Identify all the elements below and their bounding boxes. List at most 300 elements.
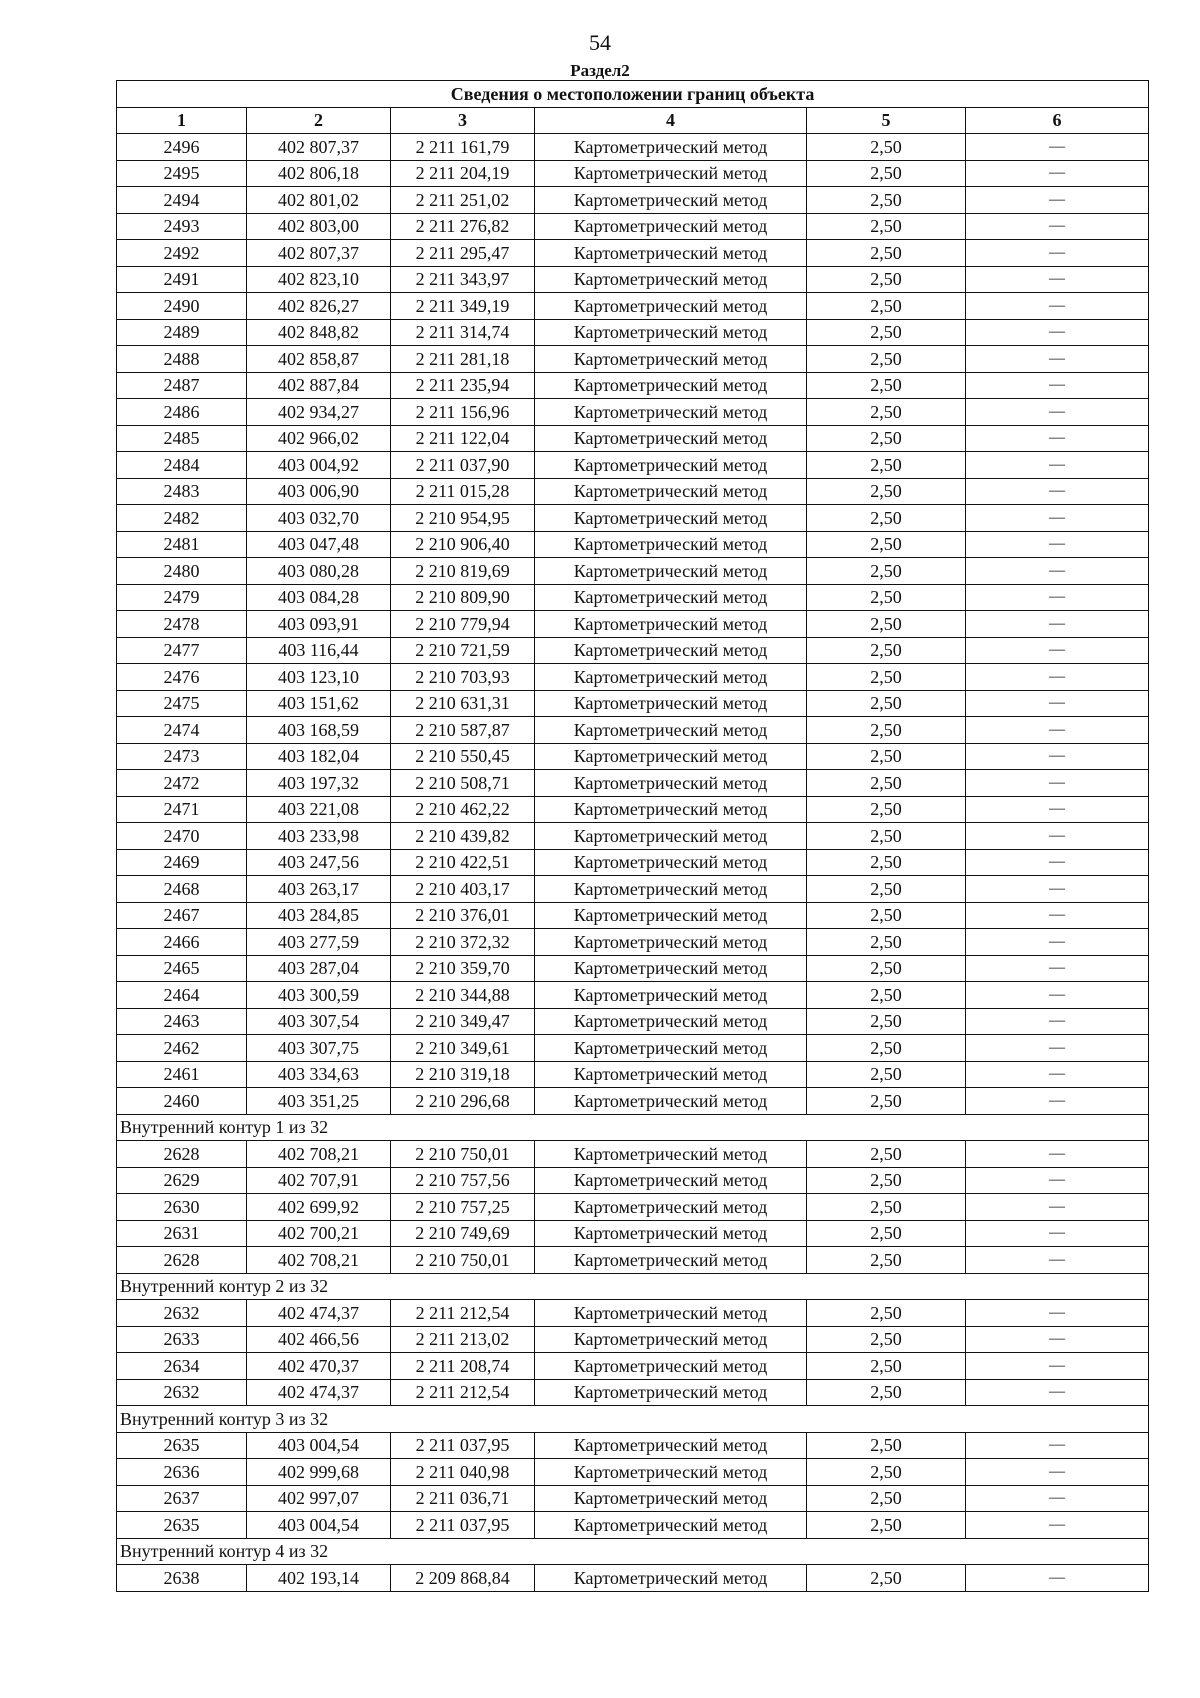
method-cell: Картометрический метод	[535, 319, 807, 346]
x-coordinate-cell: 402 966,02	[247, 425, 391, 452]
method-cell: Картометрический метод	[535, 929, 807, 956]
x-coordinate-cell: 403 233,98	[247, 823, 391, 850]
accuracy-cell: 2,50	[807, 690, 966, 717]
accuracy-cell: 2,50	[807, 1061, 966, 1088]
table-row	[117, 531, 1149, 558]
table-row	[117, 1432, 1149, 1459]
method-cell: Картометрический метод	[535, 849, 807, 876]
method-cell: Картометрический метод	[535, 770, 807, 797]
description-cell: —	[966, 478, 1149, 505]
table-row	[117, 929, 1149, 956]
x-coordinate-cell: 402 858,87	[247, 346, 391, 373]
accuracy-cell: 2,50	[807, 1194, 966, 1221]
accuracy-cell: 2,50	[807, 531, 966, 558]
x-coordinate-cell: 403 182,04	[247, 743, 391, 770]
table-row	[117, 1141, 1149, 1168]
table-row	[117, 637, 1149, 664]
accuracy-cell: 2,50	[807, 346, 966, 373]
table-row	[117, 160, 1149, 187]
description-cell: —	[966, 1035, 1149, 1062]
description-cell: —	[966, 1008, 1149, 1035]
description-cell: —	[966, 1485, 1149, 1512]
accuracy-cell: 2,50	[807, 929, 966, 956]
accuracy-cell: 2,50	[807, 717, 966, 744]
y-coordinate-cell: 2 209 868,84	[391, 1565, 535, 1592]
y-coordinate-cell: 2 210 749,69	[391, 1220, 535, 1247]
method-cell: Картометрический метод	[535, 1485, 807, 1512]
x-coordinate-cell: 402 826,27	[247, 293, 391, 320]
contour-label: Внутренний контур 1 из 32	[117, 1114, 1149, 1141]
table-row	[117, 425, 1149, 452]
table-row	[117, 372, 1149, 399]
method-cell: Картометрический метод	[535, 1088, 807, 1115]
method-cell: Картометрический метод	[535, 531, 807, 558]
method-cell: Картометрический метод	[535, 187, 807, 214]
x-coordinate-cell: 403 032,70	[247, 505, 391, 532]
description-cell: —	[966, 372, 1149, 399]
point-number-cell: 2463	[117, 1008, 247, 1035]
y-coordinate-cell: 2 210 631,31	[391, 690, 535, 717]
x-coordinate-cell: 403 084,28	[247, 584, 391, 611]
description-cell: —	[966, 1194, 1149, 1221]
y-coordinate-cell: 2 210 779,94	[391, 611, 535, 638]
description-cell: —	[966, 955, 1149, 982]
table-row	[117, 1353, 1149, 1380]
point-number-cell: 2479	[117, 584, 247, 611]
y-coordinate-cell: 2 211 040,98	[391, 1459, 535, 1486]
y-coordinate-cell: 2 211 349,19	[391, 293, 535, 320]
point-number-cell: 2636	[117, 1459, 247, 1486]
point-number-cell: 2630	[117, 1194, 247, 1221]
x-coordinate-cell: 402 806,18	[247, 160, 391, 187]
table-row	[117, 478, 1149, 505]
y-coordinate-cell: 2 210 954,95	[391, 505, 535, 532]
method-cell: Картометрический метод	[535, 1432, 807, 1459]
accuracy-cell: 2,50	[807, 478, 966, 505]
description-cell: —	[966, 902, 1149, 929]
x-coordinate-cell: 402 807,37	[247, 134, 391, 161]
table-row	[117, 505, 1149, 532]
description-cell: —	[966, 531, 1149, 558]
method-cell: Картометрический метод	[535, 1326, 807, 1353]
point-number-cell: 2629	[117, 1167, 247, 1194]
table-row	[117, 1167, 1149, 1194]
y-coordinate-cell: 2 211 036,71	[391, 1485, 535, 1512]
point-number-cell: 2471	[117, 796, 247, 823]
point-number-cell: 2635	[117, 1432, 247, 1459]
y-coordinate-cell: 2 210 319,18	[391, 1061, 535, 1088]
method-cell: Картометрический метод	[535, 664, 807, 691]
accuracy-cell: 2,50	[807, 558, 966, 585]
table-row	[117, 955, 1149, 982]
method-cell: Картометрический метод	[535, 1512, 807, 1539]
column-header: 2	[247, 107, 391, 134]
accuracy-cell: 2,50	[807, 1432, 966, 1459]
x-coordinate-cell: 403 300,59	[247, 982, 391, 1009]
y-coordinate-cell: 2 211 212,54	[391, 1379, 535, 1406]
method-cell: Картометрический метод	[535, 425, 807, 452]
x-coordinate-cell: 402 466,56	[247, 1326, 391, 1353]
y-coordinate-cell: 2 211 213,02	[391, 1326, 535, 1353]
y-coordinate-cell: 2 210 750,01	[391, 1247, 535, 1274]
method-cell: Картометрический метод	[535, 372, 807, 399]
description-cell: —	[966, 1088, 1149, 1115]
method-cell: Картометрический метод	[535, 584, 807, 611]
table-row	[117, 1194, 1149, 1221]
point-number-cell: 2467	[117, 902, 247, 929]
accuracy-cell: 2,50	[807, 452, 966, 479]
x-coordinate-cell: 402 193,14	[247, 1565, 391, 1592]
y-coordinate-cell: 2 211 314,74	[391, 319, 535, 346]
method-cell: Картометрический метод	[535, 876, 807, 903]
point-number-cell: 2470	[117, 823, 247, 850]
table-row	[117, 1247, 1149, 1274]
point-number-cell: 2491	[117, 266, 247, 293]
y-coordinate-cell: 2 210 403,17	[391, 876, 535, 903]
x-coordinate-cell: 402 848,82	[247, 319, 391, 346]
contour-row	[117, 1114, 1149, 1141]
table-row	[117, 266, 1149, 293]
point-number-cell: 2634	[117, 1353, 247, 1380]
method-cell: Картометрический метод	[535, 955, 807, 982]
contour-row	[117, 1538, 1149, 1565]
point-number-cell: 2635	[117, 1512, 247, 1539]
accuracy-cell: 2,50	[807, 319, 966, 346]
table-row	[117, 1565, 1149, 1592]
description-cell: —	[966, 425, 1149, 452]
x-coordinate-cell: 403 116,44	[247, 637, 391, 664]
y-coordinate-cell: 2 211 295,47	[391, 240, 535, 267]
accuracy-cell: 2,50	[807, 982, 966, 1009]
x-coordinate-cell: 403 123,10	[247, 664, 391, 691]
description-cell: —	[966, 664, 1149, 691]
accuracy-cell: 2,50	[807, 399, 966, 426]
accuracy-cell: 2,50	[807, 823, 966, 850]
table-row	[117, 1008, 1149, 1035]
x-coordinate-cell: 402 708,21	[247, 1141, 391, 1168]
x-coordinate-cell: 403 197,32	[247, 770, 391, 797]
description-cell: —	[966, 1565, 1149, 1592]
table-row	[117, 690, 1149, 717]
y-coordinate-cell: 2 211 281,18	[391, 346, 535, 373]
method-cell: Картометрический метод	[535, 1565, 807, 1592]
table-row	[117, 902, 1149, 929]
description-cell: —	[966, 399, 1149, 426]
description-cell: —	[966, 1220, 1149, 1247]
accuracy-cell: 2,50	[807, 1167, 966, 1194]
description-cell: —	[966, 1326, 1149, 1353]
description-cell: —	[966, 187, 1149, 214]
table-row	[117, 1485, 1149, 1512]
description-cell: —	[966, 452, 1149, 479]
x-coordinate-cell: 403 351,25	[247, 1088, 391, 1115]
point-number-cell: 2486	[117, 399, 247, 426]
description-cell: —	[966, 743, 1149, 770]
y-coordinate-cell: 2 210 809,90	[391, 584, 535, 611]
column-header: 3	[391, 107, 535, 134]
method-cell: Картометрический метод	[535, 902, 807, 929]
table-row	[117, 293, 1149, 320]
method-cell: Картометрический метод	[535, 1379, 807, 1406]
y-coordinate-cell: 2 211 204,19	[391, 160, 535, 187]
accuracy-cell: 2,50	[807, 505, 966, 532]
table-row	[117, 664, 1149, 691]
accuracy-cell: 2,50	[807, 1008, 966, 1035]
column-header: 4	[535, 107, 807, 134]
accuracy-cell: 2,50	[807, 213, 966, 240]
method-cell: Картометрический метод	[535, 134, 807, 161]
point-number-cell: 2465	[117, 955, 247, 982]
y-coordinate-cell: 2 210 508,71	[391, 770, 535, 797]
method-cell: Картометрический метод	[535, 1459, 807, 1486]
section-title: Раздел2	[570, 61, 630, 80]
x-coordinate-cell: 403 277,59	[247, 929, 391, 956]
table-head	[117, 81, 1149, 134]
point-number-cell: 2482	[117, 505, 247, 532]
point-number-cell: 2468	[117, 876, 247, 903]
accuracy-cell: 2,50	[807, 849, 966, 876]
accuracy-cell: 2,50	[807, 1300, 966, 1327]
method-cell: Картометрический метод	[535, 505, 807, 532]
point-number-cell: 2480	[117, 558, 247, 585]
description-cell: —	[966, 1512, 1149, 1539]
method-cell: Картометрический метод	[535, 982, 807, 1009]
x-coordinate-cell: 402 934,27	[247, 399, 391, 426]
description-cell: —	[966, 1167, 1149, 1194]
point-number-cell: 2478	[117, 611, 247, 638]
y-coordinate-cell: 2 211 015,28	[391, 478, 535, 505]
x-coordinate-cell: 402 699,92	[247, 1194, 391, 1221]
description-cell: —	[966, 1300, 1149, 1327]
accuracy-cell: 2,50	[807, 1353, 966, 1380]
x-coordinate-cell: 402 801,02	[247, 187, 391, 214]
table-row	[117, 187, 1149, 214]
x-coordinate-cell: 403 168,59	[247, 717, 391, 744]
y-coordinate-cell: 2 210 349,61	[391, 1035, 535, 1062]
page-number: 54	[589, 30, 611, 55]
y-coordinate-cell: 2 210 750,01	[391, 1141, 535, 1168]
description-cell: —	[966, 823, 1149, 850]
table-row	[117, 240, 1149, 267]
method-cell: Картометрический метод	[535, 743, 807, 770]
table-row	[117, 399, 1149, 426]
table-row	[117, 558, 1149, 585]
point-number-cell: 2460	[117, 1088, 247, 1115]
y-coordinate-cell: 2 211 122,04	[391, 425, 535, 452]
method-cell: Картометрический метод	[535, 1194, 807, 1221]
y-coordinate-cell: 2 210 721,59	[391, 637, 535, 664]
accuracy-cell: 2,50	[807, 1220, 966, 1247]
accuracy-cell: 2,50	[807, 187, 966, 214]
point-number-cell: 2487	[117, 372, 247, 399]
method-cell: Картометрический метод	[535, 611, 807, 638]
y-coordinate-cell: 2 210 757,56	[391, 1167, 535, 1194]
description-cell: —	[966, 266, 1149, 293]
accuracy-cell: 2,50	[807, 1088, 966, 1115]
description-cell: —	[966, 346, 1149, 373]
point-number-cell: 2631	[117, 1220, 247, 1247]
description-cell: —	[966, 319, 1149, 346]
y-coordinate-cell: 2 210 703,93	[391, 664, 535, 691]
table-row	[117, 1300, 1149, 1327]
description-cell: —	[966, 160, 1149, 187]
accuracy-cell: 2,50	[807, 134, 966, 161]
table-row	[117, 796, 1149, 823]
point-number-cell: 2492	[117, 240, 247, 267]
x-coordinate-cell: 403 093,91	[247, 611, 391, 638]
description-cell: —	[966, 717, 1149, 744]
y-coordinate-cell: 2 211 161,79	[391, 134, 535, 161]
accuracy-cell: 2,50	[807, 160, 966, 187]
point-number-cell: 2484	[117, 452, 247, 479]
method-cell: Картометрический метод	[535, 1167, 807, 1194]
accuracy-cell: 2,50	[807, 1326, 966, 1353]
point-number-cell: 2483	[117, 478, 247, 505]
y-coordinate-cell: 2 210 462,22	[391, 796, 535, 823]
y-coordinate-cell: 2 210 376,01	[391, 902, 535, 929]
point-number-cell: 2495	[117, 160, 247, 187]
description-cell: —	[966, 611, 1149, 638]
y-coordinate-cell: 2 210 550,45	[391, 743, 535, 770]
table-row	[117, 452, 1149, 479]
point-number-cell: 2466	[117, 929, 247, 956]
x-coordinate-cell: 403 004,54	[247, 1432, 391, 1459]
x-coordinate-cell: 402 887,84	[247, 372, 391, 399]
point-number-cell: 2485	[117, 425, 247, 452]
table-row	[117, 770, 1149, 797]
table-row	[117, 717, 1149, 744]
method-cell: Картометрический метод	[535, 346, 807, 373]
table-row	[117, 1088, 1149, 1115]
y-coordinate-cell: 2 211 037,95	[391, 1512, 535, 1539]
method-cell: Картометрический метод	[535, 823, 807, 850]
y-coordinate-cell: 2 210 819,69	[391, 558, 535, 585]
point-number-cell: 2632	[117, 1379, 247, 1406]
table-row	[117, 1326, 1149, 1353]
x-coordinate-cell: 402 803,00	[247, 213, 391, 240]
y-coordinate-cell: 2 211 251,02	[391, 187, 535, 214]
y-coordinate-cell: 2 211 235,94	[391, 372, 535, 399]
y-coordinate-cell: 2 210 372,32	[391, 929, 535, 956]
accuracy-cell: 2,50	[807, 743, 966, 770]
x-coordinate-cell: 402 823,10	[247, 266, 391, 293]
description-cell: —	[966, 1459, 1149, 1486]
point-number-cell: 2477	[117, 637, 247, 664]
accuracy-cell: 2,50	[807, 240, 966, 267]
point-number-cell: 2628	[117, 1247, 247, 1274]
accuracy-cell: 2,50	[807, 664, 966, 691]
x-coordinate-cell: 403 263,17	[247, 876, 391, 903]
x-coordinate-cell: 403 307,75	[247, 1035, 391, 1062]
accuracy-cell: 2,50	[807, 1565, 966, 1592]
method-cell: Картометрический метод	[535, 717, 807, 744]
x-coordinate-cell: 403 307,54	[247, 1008, 391, 1035]
x-coordinate-cell: 402 707,91	[247, 1167, 391, 1194]
table-body	[117, 134, 1149, 1592]
description-cell: —	[966, 1353, 1149, 1380]
point-number-cell: 2462	[117, 1035, 247, 1062]
table-row	[117, 584, 1149, 611]
accuracy-cell: 2,50	[807, 1379, 966, 1406]
table-row	[117, 823, 1149, 850]
point-number-cell: 2490	[117, 293, 247, 320]
x-coordinate-cell: 402 474,37	[247, 1300, 391, 1327]
y-coordinate-cell: 2 210 349,47	[391, 1008, 535, 1035]
accuracy-cell: 2,50	[807, 584, 966, 611]
y-coordinate-cell: 2 210 757,25	[391, 1194, 535, 1221]
accuracy-cell: 2,50	[807, 425, 966, 452]
method-cell: Картометрический метод	[535, 160, 807, 187]
column-header: 6	[966, 107, 1149, 134]
description-cell: —	[966, 293, 1149, 320]
y-coordinate-cell: 2 211 276,82	[391, 213, 535, 240]
point-number-cell: 2633	[117, 1326, 247, 1353]
x-coordinate-cell: 403 284,85	[247, 902, 391, 929]
table-row	[117, 319, 1149, 346]
y-coordinate-cell: 2 211 037,95	[391, 1432, 535, 1459]
point-number-cell: 2469	[117, 849, 247, 876]
method-cell: Картометрический метод	[535, 293, 807, 320]
accuracy-cell: 2,50	[807, 293, 966, 320]
description-cell: —	[966, 1432, 1149, 1459]
point-number-cell: 2638	[117, 1565, 247, 1592]
method-cell: Картометрический метод	[535, 796, 807, 823]
method-cell: Картометрический метод	[535, 1247, 807, 1274]
table-row	[117, 1061, 1149, 1088]
y-coordinate-cell: 2 211 156,96	[391, 399, 535, 426]
accuracy-cell: 2,50	[807, 266, 966, 293]
x-coordinate-cell: 403 004,92	[247, 452, 391, 479]
method-cell: Картометрический метод	[535, 266, 807, 293]
description-cell: —	[966, 134, 1149, 161]
contour-row	[117, 1273, 1149, 1300]
table-row	[117, 1035, 1149, 1062]
accuracy-cell: 2,50	[807, 1035, 966, 1062]
x-coordinate-cell: 402 708,21	[247, 1247, 391, 1274]
x-coordinate-cell: 403 047,48	[247, 531, 391, 558]
description-cell: —	[966, 1141, 1149, 1168]
description-cell: —	[966, 584, 1149, 611]
description-cell: —	[966, 849, 1149, 876]
description-cell: —	[966, 1247, 1149, 1274]
x-coordinate-cell: 402 470,37	[247, 1353, 391, 1380]
description-cell: —	[966, 876, 1149, 903]
point-number-cell: 2489	[117, 319, 247, 346]
x-coordinate-cell: 403 080,28	[247, 558, 391, 585]
point-number-cell: 2464	[117, 982, 247, 1009]
x-coordinate-cell: 403 334,63	[247, 1061, 391, 1088]
y-coordinate-cell: 2 210 344,88	[391, 982, 535, 1009]
table-row	[117, 1379, 1149, 1406]
x-coordinate-cell: 403 287,04	[247, 955, 391, 982]
point-number-cell: 2637	[117, 1485, 247, 1512]
accuracy-cell: 2,50	[807, 637, 966, 664]
method-cell: Картометрический метод	[535, 1035, 807, 1062]
description-cell: —	[966, 637, 1149, 664]
description-cell: —	[966, 690, 1149, 717]
contour-row	[117, 1406, 1149, 1433]
point-number-cell: 2474	[117, 717, 247, 744]
method-cell: Картометрический метод	[535, 452, 807, 479]
accuracy-cell: 2,50	[807, 955, 966, 982]
table-row	[117, 611, 1149, 638]
method-cell: Картометрический метод	[535, 399, 807, 426]
point-number-cell: 2472	[117, 770, 247, 797]
table-row	[117, 213, 1149, 240]
table-row	[117, 134, 1149, 161]
column-header: 1	[117, 107, 247, 134]
accuracy-cell: 2,50	[807, 902, 966, 929]
